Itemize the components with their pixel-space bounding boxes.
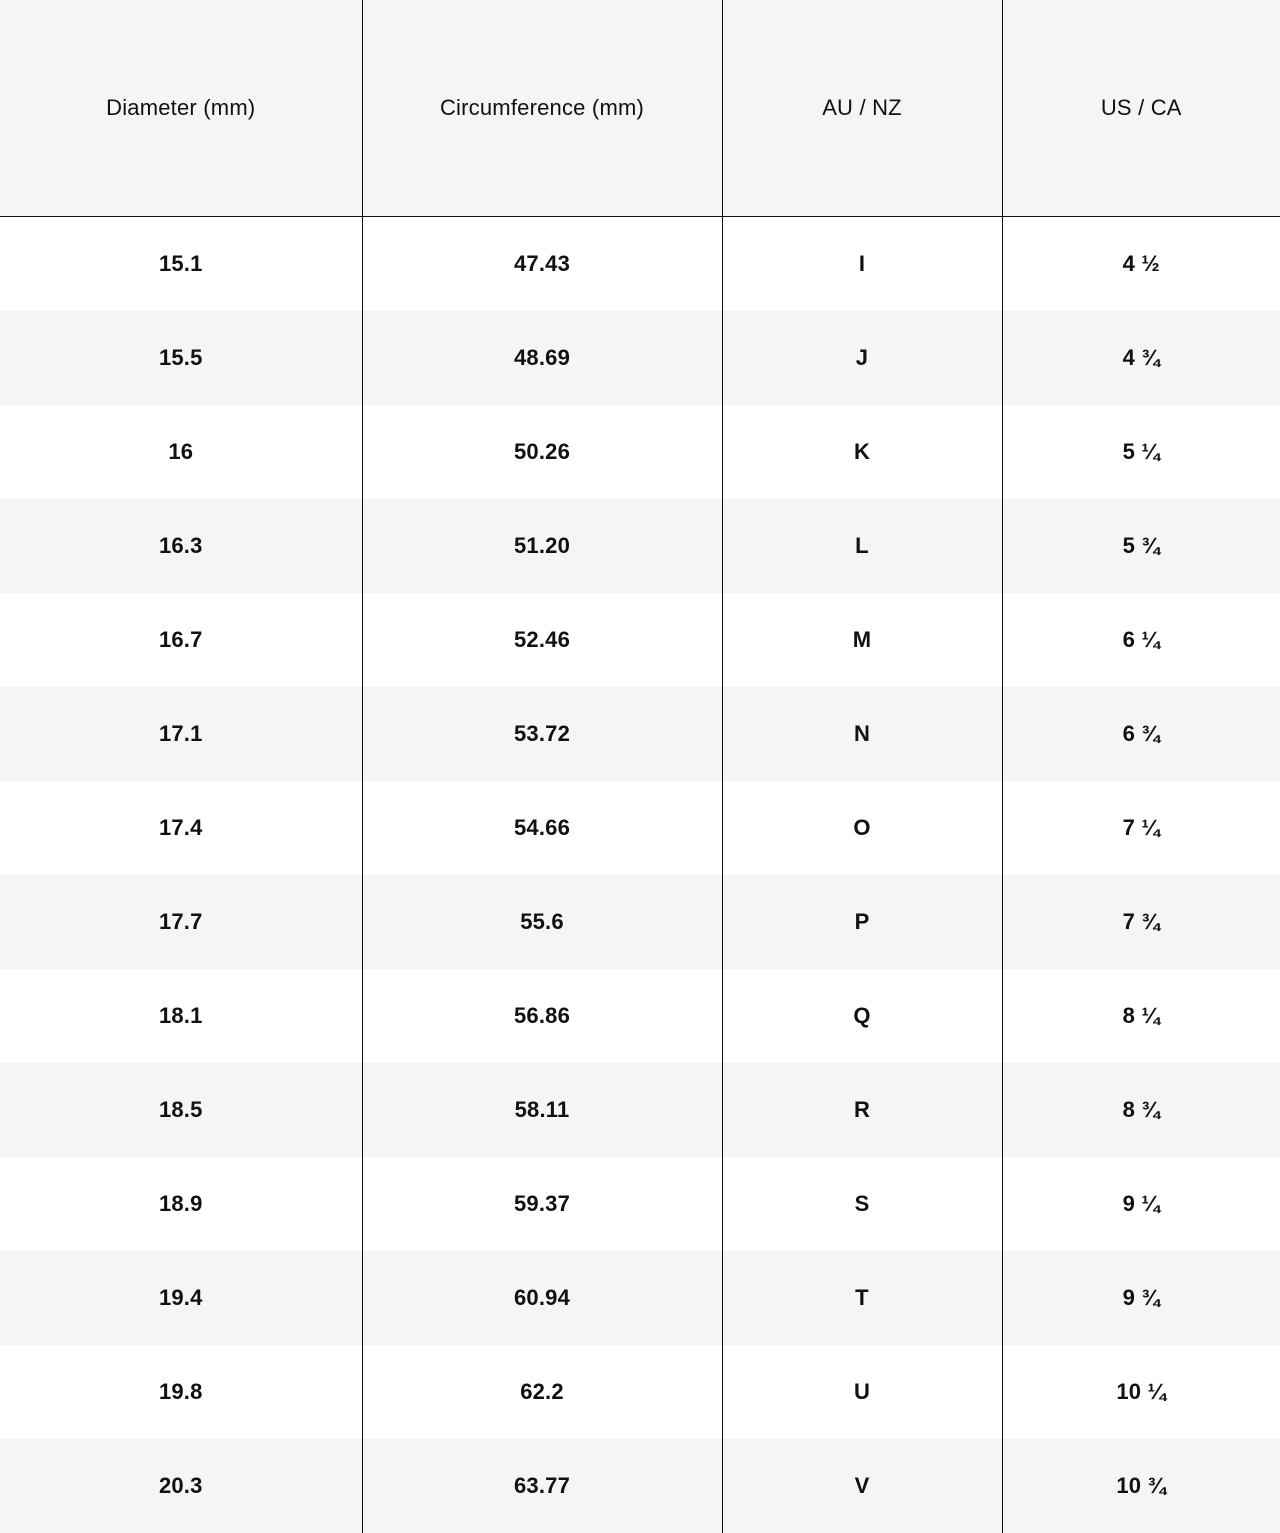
cell-circumference: 60.94 — [362, 1251, 722, 1345]
cell-circumference: 63.77 — [362, 1439, 722, 1533]
cell-usca: 5 ¾ — [1002, 499, 1280, 593]
column-header-usca: US / CA — [1002, 0, 1280, 217]
cell-diameter: 15.1 — [0, 217, 362, 312]
cell-usca: 10 ¼ — [1002, 1345, 1280, 1439]
cell-usca: 7 ¾ — [1002, 875, 1280, 969]
table-header — [0, 0, 1280, 217]
cell-aunz: I — [722, 217, 1002, 312]
column-header-circumference: Circumference (mm) — [362, 0, 722, 217]
cell-usca: 8 ¼ — [1002, 969, 1280, 1063]
cell-aunz: O — [722, 781, 1002, 875]
cell-diameter: 17.4 — [0, 781, 362, 875]
cell-diameter: 18.9 — [0, 1157, 362, 1251]
cell-diameter: 18.5 — [0, 1063, 362, 1157]
cell-usca: 4 ½ — [1002, 217, 1280, 312]
cell-aunz: S — [722, 1157, 1002, 1251]
cell-diameter: 19.8 — [0, 1345, 362, 1439]
cell-circumference: 54.66 — [362, 781, 722, 875]
cell-aunz: U — [722, 1345, 1002, 1439]
cell-usca: 6 ¾ — [1002, 687, 1280, 781]
cell-aunz: J — [722, 311, 1002, 405]
cell-circumference: 52.46 — [362, 593, 722, 687]
table-header-row — [0, 0, 1280, 217]
cell-usca: 4 ¾ — [1002, 311, 1280, 405]
table-row — [0, 1251, 1280, 1345]
cell-circumference: 48.69 — [362, 311, 722, 405]
cell-circumference: 62.2 — [362, 1345, 722, 1439]
cell-diameter: 18.1 — [0, 969, 362, 1063]
column-header-aunz: AU / NZ — [722, 0, 1002, 217]
table-row — [0, 687, 1280, 781]
cell-circumference: 51.20 — [362, 499, 722, 593]
cell-usca: 7 ¼ — [1002, 781, 1280, 875]
cell-aunz: R — [722, 1063, 1002, 1157]
table-row — [0, 499, 1280, 593]
cell-diameter: 16.3 — [0, 499, 362, 593]
cell-usca: 5 ¼ — [1002, 405, 1280, 499]
cell-circumference: 55.6 — [362, 875, 722, 969]
cell-diameter: 20.3 — [0, 1439, 362, 1533]
table-row — [0, 1157, 1280, 1251]
cell-circumference: 53.72 — [362, 687, 722, 781]
table-row — [0, 781, 1280, 875]
cell-diameter: 16 — [0, 405, 362, 499]
cell-aunz: T — [722, 1251, 1002, 1345]
table-body — [0, 217, 1280, 1533]
cell-usca: 9 ¾ — [1002, 1251, 1280, 1345]
cell-diameter: 17.1 — [0, 687, 362, 781]
cell-aunz: V — [722, 1439, 1002, 1533]
table-row — [0, 969, 1280, 1063]
cell-aunz: P — [722, 875, 1002, 969]
table-row — [0, 1439, 1280, 1533]
table-row — [0, 875, 1280, 969]
cell-usca: 10 ¾ — [1002, 1439, 1280, 1533]
cell-diameter: 17.7 — [0, 875, 362, 969]
cell-circumference: 47.43 — [362, 217, 722, 312]
cell-aunz: M — [722, 593, 1002, 687]
table-row — [0, 217, 1280, 312]
cell-aunz: Q — [722, 969, 1002, 1063]
cell-aunz: K — [722, 405, 1002, 499]
cell-aunz: L — [722, 499, 1002, 593]
table-row — [0, 405, 1280, 499]
table-row — [0, 593, 1280, 687]
cell-usca: 9 ¼ — [1002, 1157, 1280, 1251]
cell-diameter: 19.4 — [0, 1251, 362, 1345]
table-row — [0, 1063, 1280, 1157]
column-header-diameter: Diameter (mm) — [0, 0, 362, 217]
cell-circumference: 58.11 — [362, 1063, 722, 1157]
cell-usca: 6 ¼ — [1002, 593, 1280, 687]
cell-usca: 8 ¾ — [1002, 1063, 1280, 1157]
cell-diameter: 15.5 — [0, 311, 362, 405]
table-row — [0, 311, 1280, 405]
cell-circumference: 56.86 — [362, 969, 722, 1063]
cell-diameter: 16.7 — [0, 593, 362, 687]
cell-aunz: N — [722, 687, 1002, 781]
cell-circumference: 50.26 — [362, 405, 722, 499]
table-row — [0, 1345, 1280, 1439]
cell-circumference: 59.37 — [362, 1157, 722, 1251]
